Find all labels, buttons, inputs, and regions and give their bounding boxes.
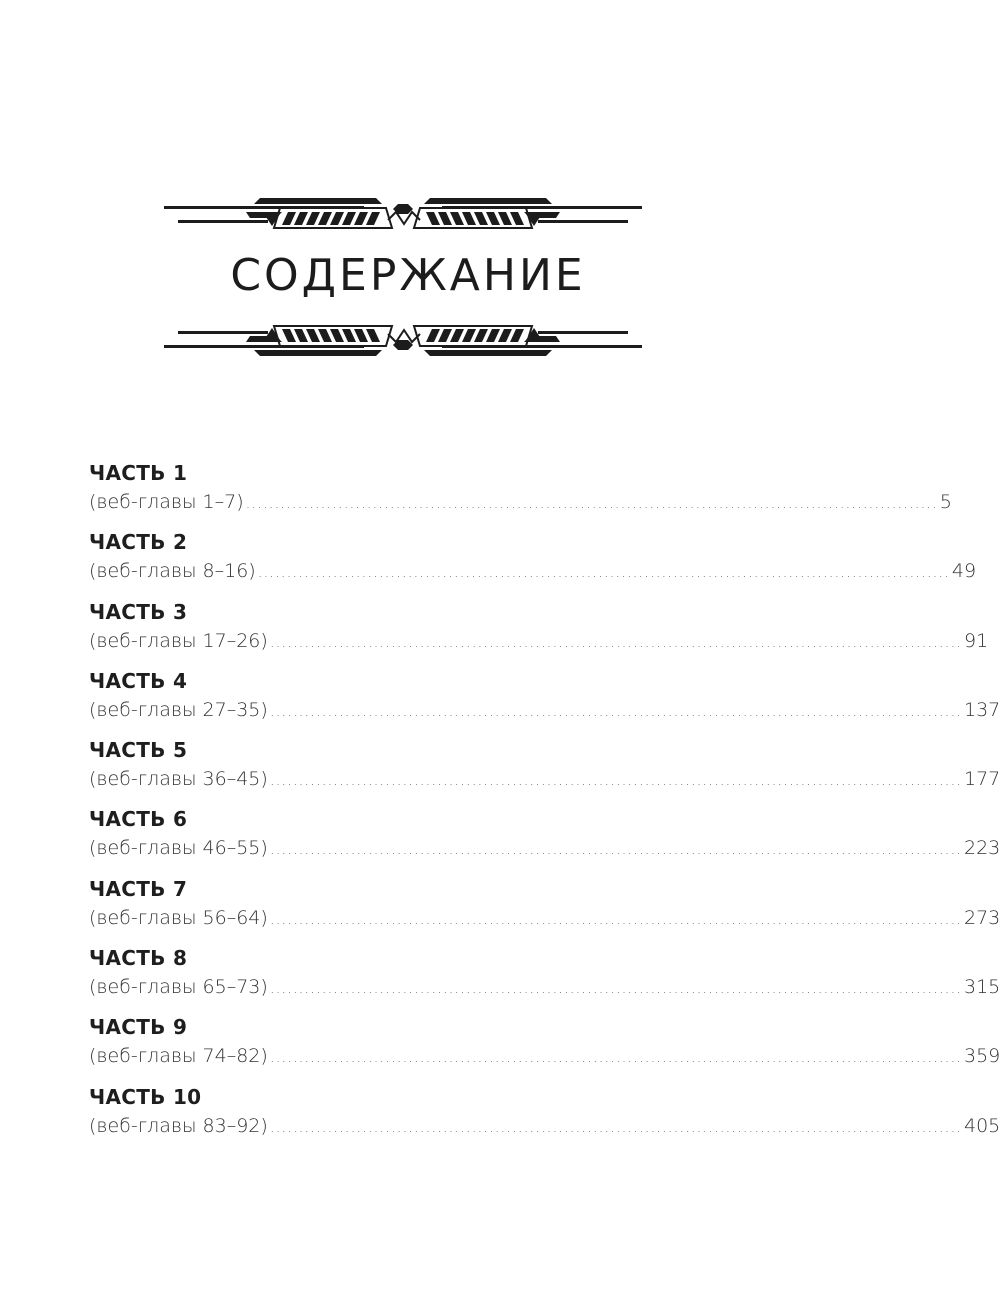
toc-line bbox=[89, 627, 989, 656]
page-number: 315 bbox=[963, 976, 1000, 999]
chapter-range: (веб-главы 46–55) bbox=[89, 837, 268, 860]
chapter-range: (веб-главы 65–73) bbox=[89, 976, 268, 999]
dot-leader: ........................................................................................................................ bbox=[269, 909, 962, 928]
toc-line bbox=[89, 765, 1000, 794]
dot-leader: ........................................................................................................................ bbox=[269, 979, 962, 998]
chapter-range: (веб-главы 8–16) bbox=[89, 560, 256, 583]
toc-entry[interactable] bbox=[89, 458, 952, 527]
toc-entry[interactable] bbox=[89, 1012, 1000, 1081]
chapter-range: (веб-главы 83–92) bbox=[89, 1114, 268, 1137]
chapter-range: (веб-главы 74–82) bbox=[89, 1045, 268, 1068]
page-number: 137 bbox=[963, 698, 1000, 721]
toc-entry[interactable] bbox=[89, 1082, 1000, 1151]
toc-line bbox=[89, 696, 1000, 725]
page-title: СОДЕРЖАНИЕ bbox=[230, 250, 586, 301]
dot-leader: ........................................................................................................................ bbox=[245, 494, 938, 512]
toc-entry[interactable] bbox=[89, 735, 1000, 804]
dot-leader: ........................................................................................................................ bbox=[269, 771, 962, 790]
page-number: 91 bbox=[963, 629, 989, 652]
part-title: ЧАСТЬ 4 bbox=[89, 668, 188, 693]
part-title: ЧАСТЬ 9 bbox=[89, 1015, 188, 1040]
toc-entry[interactable] bbox=[89, 527, 977, 596]
toc-entry[interactable] bbox=[89, 666, 1000, 735]
part-title: ЧАСТЬ 7 bbox=[89, 876, 188, 901]
toc-line bbox=[89, 973, 1000, 1002]
part-title: ЧАСТЬ 5 bbox=[89, 738, 188, 763]
table-of-contents bbox=[89, 458, 1000, 1151]
toc-entry[interactable] bbox=[89, 804, 1000, 873]
toc-entry[interactable] bbox=[89, 597, 989, 666]
dot-leader: ........................................................................................................................ bbox=[257, 563, 950, 582]
toc-entry[interactable] bbox=[89, 874, 1000, 943]
toc-entry[interactable] bbox=[89, 943, 1000, 1012]
toc-line bbox=[89, 488, 952, 517]
dot-leader: ........................................................................................................................ bbox=[269, 1048, 962, 1067]
chapter-range: (веб-главы 17–26) bbox=[89, 629, 268, 652]
toc-line bbox=[89, 1042, 1000, 1071]
toc-line bbox=[89, 1112, 1000, 1141]
page-number: 405 bbox=[963, 1114, 1000, 1137]
page-number: 223 bbox=[963, 837, 1000, 860]
part-title: ЧАСТЬ 3 bbox=[89, 599, 188, 624]
top-ornament bbox=[160, 192, 646, 236]
part-title: ЧАСТЬ 6 bbox=[89, 807, 188, 832]
page-number: 49 bbox=[951, 560, 977, 583]
page-number: 5 bbox=[939, 491, 952, 513]
page-number: 273 bbox=[963, 906, 1000, 929]
chapter-range: (веб-главы 36–45) bbox=[89, 768, 268, 791]
part-title: ЧАСТЬ 2 bbox=[89, 530, 188, 555]
page-number: 359 bbox=[963, 1045, 1000, 1068]
chapter-range: (веб-главы 1–7) bbox=[89, 491, 244, 513]
page-number: 177 bbox=[963, 768, 1000, 791]
toc-line bbox=[89, 834, 1000, 863]
part-title: ЧАСТЬ 10 bbox=[89, 1084, 202, 1109]
part-title: ЧАСТЬ 8 bbox=[89, 946, 188, 971]
chapter-range: (веб-главы 56–64) bbox=[89, 906, 268, 929]
toc-line bbox=[89, 557, 977, 586]
toc-line bbox=[89, 904, 1000, 933]
part-title: ЧАСТЬ 1 bbox=[89, 461, 188, 485]
dot-leader: ........................................................................................................................ bbox=[269, 701, 962, 720]
dot-leader: ........................................................................................................................ bbox=[269, 632, 962, 651]
chapter-range: (веб-главы 27–35) bbox=[89, 698, 268, 721]
bottom-ornament bbox=[160, 318, 646, 362]
dot-leader: ........................................................................................................................ bbox=[269, 1117, 962, 1136]
dot-leader: ........................................................................................................................ bbox=[269, 840, 962, 859]
